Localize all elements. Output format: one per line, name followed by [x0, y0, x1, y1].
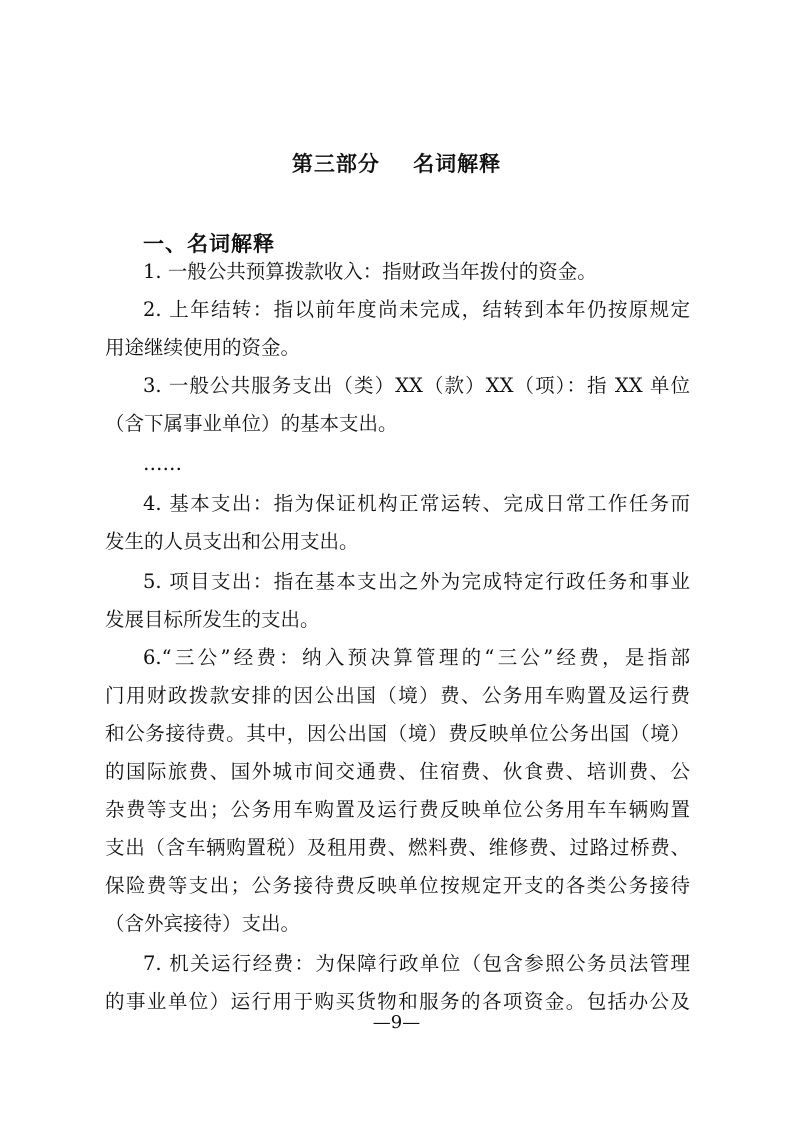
paragraph-line: 和公务接待费。其中，因公出国（境）费反映单位公务出国（境）	[105, 722, 690, 745]
paragraph-line: 杂费等支出；公务用车购置及运行费反映单位公务用车车辆购置	[105, 798, 690, 821]
paragraph-line: 7. 机关运行经费：为保障行政单位（包含参照公务员法管理	[143, 952, 690, 975]
paragraph-line: 4. 基本支出：指为保证机构正常运转、完成日常工作任务而	[143, 492, 690, 515]
paragraph-line: 发展目标所发生的支出。	[105, 608, 320, 631]
paragraph-line: （含外宾接待）支出。	[105, 912, 301, 935]
paragraph-line: 保险费等支出；公务接待费反映单位按规定开支的各类公务接待	[105, 874, 690, 897]
paragraph-line: 3. 一般公共服务支出（类）XX（款）XX（项）：指 XX 单位	[143, 374, 690, 397]
section-heading: 一、名词解释	[143, 232, 275, 256]
paragraph-line: 2. 上年结转：指以前年度尚未完成，结转到本年仍按原规定	[143, 298, 690, 321]
page-number: —9—	[372, 1012, 421, 1033]
paragraph-line: 6.“三公”经费：纳入预决算管理的“三公”经费，是指部	[143, 646, 690, 669]
paragraph-line: 用途继续使用的资金。	[105, 336, 301, 359]
paragraph-line: （含下属事业单位）的基本支出。	[105, 412, 398, 435]
paragraph-line: 5. 项目支出：指在基本支出之外为完成特定行政任务和事业	[143, 570, 690, 593]
paragraph-line: 支出（含车辆购置税）及租用费、燃料费、维修费、过路过桥费、	[105, 836, 690, 859]
paragraph-line: 门用财政拨款安排的因公出国（境）费、公务用车购置及运行费	[105, 684, 690, 707]
paragraph-line: 1. 一般公共预算拨款收入：指财政当年拨付的资金。	[143, 260, 597, 283]
paragraph-line: 发生的人员支出和公用支出。	[105, 530, 359, 553]
paragraph-line: 的国际旅费、国外城市间交通费、住宿费、伙食费、培训费、公	[105, 760, 690, 783]
part-title: 第三部分 名词解释	[291, 152, 502, 176]
ellipsis-line: ……	[143, 452, 182, 475]
paragraph-line: 的事业单位）运行用于购买货物和服务的各项资金。包括办公及	[105, 990, 690, 1013]
